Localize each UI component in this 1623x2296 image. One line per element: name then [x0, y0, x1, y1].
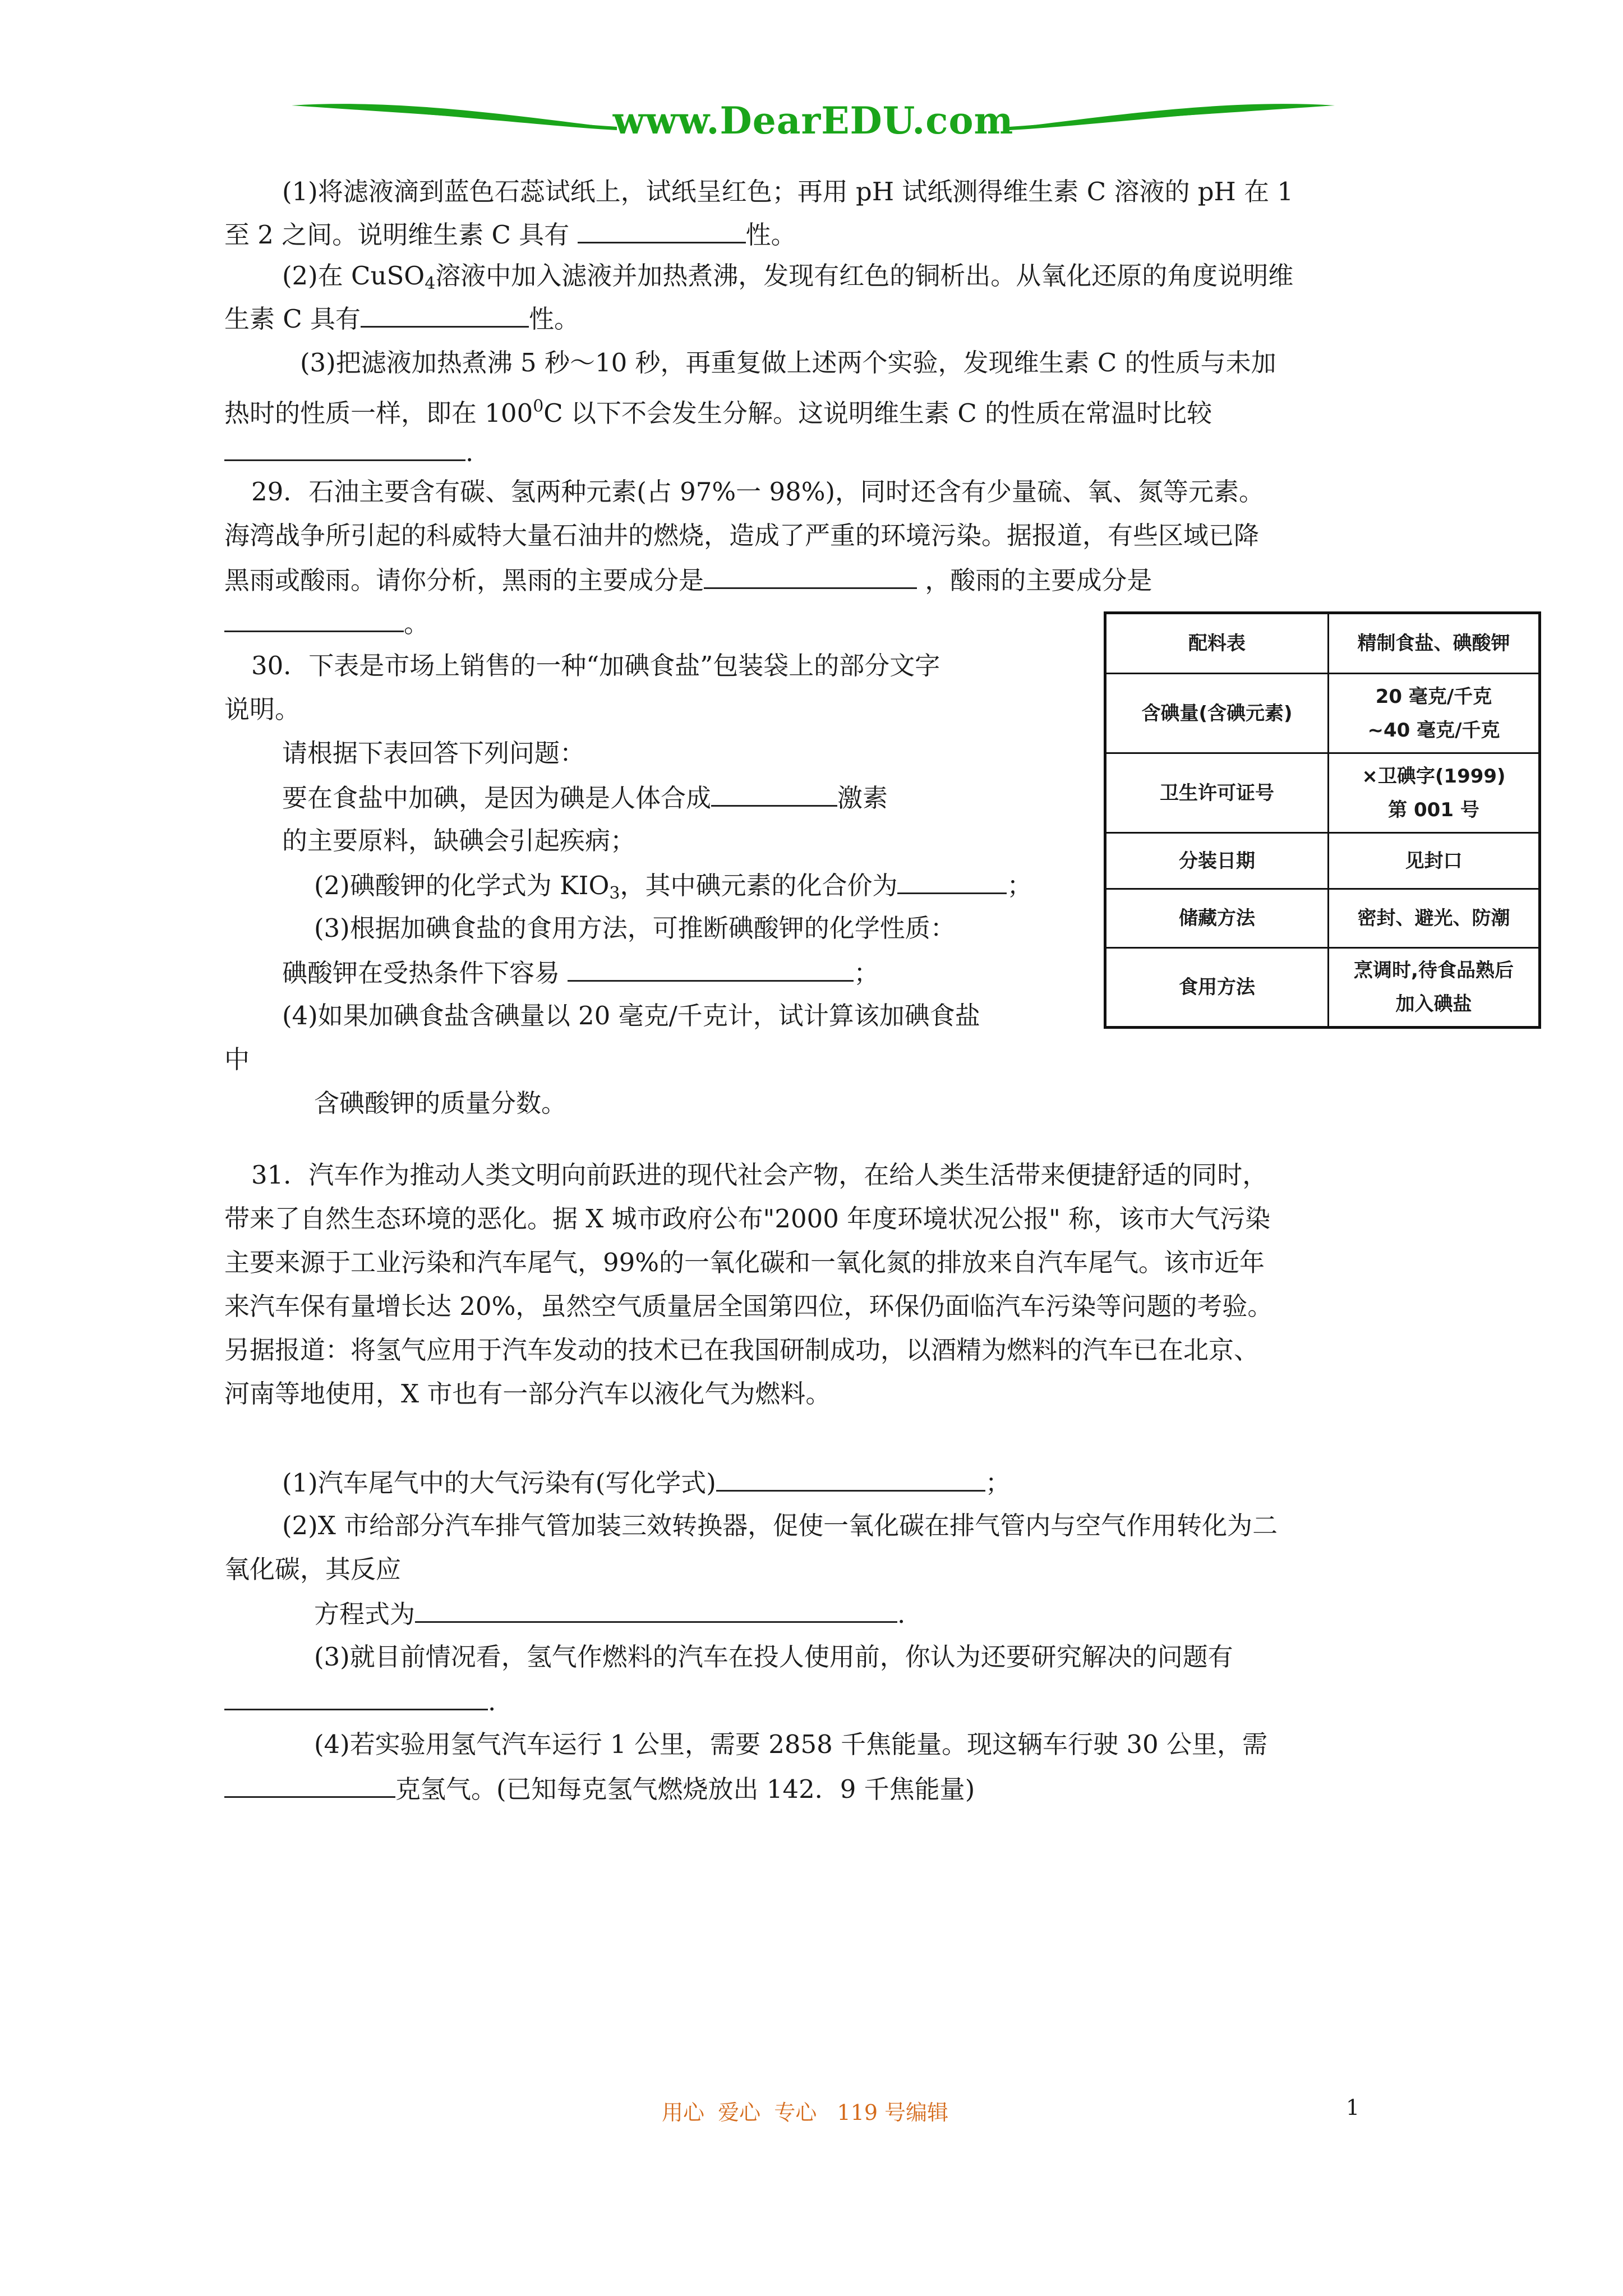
q30-line11: 含碘酸钾的质量分数。 — [314, 1088, 567, 1118]
answer-blank — [224, 1772, 395, 1798]
subscript-3: 3 — [609, 884, 620, 903]
q30-line2: 说明。 — [224, 694, 301, 724]
footer-text: 用心 爱心 专心 119 号编辑 — [662, 2100, 949, 2125]
table-key: 含碘量(含碘元素) — [1105, 674, 1329, 753]
table-value-line: ~40 毫克/千克 — [1367, 719, 1500, 742]
q28-part2-text-b: 溶液中加入滤液并加热煮沸，发现有红色的铜析出。从氧化还原的角度说明维 — [435, 261, 1294, 291]
q28-part3-text-b: C 以下不会发生分解。这说明维生素 C 的性质在常温时比较 — [543, 398, 1212, 428]
answer-blank — [704, 563, 917, 589]
q29-line4 — [224, 606, 429, 641]
q29-line1: 29．石油主要含有碳、氢两种元素(占 97%一 98%)，同时还含有少量硫、氧、氮等元素。 — [251, 477, 1265, 507]
q31-sub2-line3 — [314, 1596, 905, 1631]
q30-line9: (4)如果加碘食盐含碘量以 20 毫克/千克计，试计算该加碘食盐 — [282, 1001, 980, 1030]
q30-end-1: ； — [1007, 871, 1032, 900]
site-header-logo — [292, 95, 1335, 151]
q28-part2-text-a: (2)在 CuSO — [282, 261, 425, 291]
page-number: 1 — [1346, 2095, 1360, 2120]
q29-text-a: 黑雨或酸雨。请你分析，黑雨的主要成分是 — [224, 565, 704, 595]
q30-text-d: ，其中碘元素的化合价为 — [620, 871, 898, 900]
q31-line4: 来汽车保有量增长达 20%，虽然空气质量居全国第四位，环保仍面临汽车污染等问题的考验。 — [224, 1291, 1273, 1321]
q30-line6 — [314, 868, 1032, 910]
table-value-line: 密封、避光、防潮 — [1357, 907, 1510, 930]
q30-line7: (3)根据加碘食盐的食用方法，可推断碘酸钾的化学性质： — [314, 913, 956, 943]
q31-sub1-end: ； — [985, 1468, 1011, 1498]
table-value — [1329, 674, 1540, 753]
table-key: 分装日期 — [1105, 833, 1329, 889]
iodized-salt-label-table — [1104, 611, 1541, 1029]
answer-blank — [711, 780, 837, 807]
q30-line3: 请根据下表回答下列问题： — [282, 738, 585, 768]
answer-blank — [716, 1465, 985, 1492]
q28-part2-end: 性。 — [529, 304, 580, 334]
q28-part1-end: 性。 — [745, 220, 796, 250]
answer-blank — [224, 606, 404, 632]
q28-part2-line2 — [224, 301, 579, 336]
table-row — [1105, 889, 1540, 948]
answer-blank — [415, 1596, 897, 1623]
q30-text-a: 要在食盐中加碘，是因为碘是人体合成 — [282, 783, 712, 813]
table-value — [1329, 613, 1540, 674]
table-value — [1329, 948, 1540, 1028]
table-key: 卫生许可证号 — [1105, 753, 1329, 833]
q31-sub3-line2 — [224, 1684, 496, 1719]
table-row — [1105, 948, 1540, 1028]
q31-sub2-text: 方程式为 — [314, 1599, 416, 1629]
q31-sub3-end: . — [488, 1687, 496, 1717]
answer-blank — [361, 301, 529, 328]
q28-part2-text-c: 生素 C 具有 — [224, 304, 361, 334]
q30-text-e: 碘酸钾在受热条件下容易 — [282, 958, 560, 988]
q29-line3 — [224, 563, 1152, 597]
answer-blank — [568, 955, 854, 982]
answer-blank — [578, 217, 746, 243]
table-value — [1329, 833, 1540, 889]
table-key: 储藏方法 — [1105, 889, 1329, 948]
q30-text-b: 激素 — [837, 783, 888, 813]
table-value-line: 加入碘盐 — [1395, 993, 1472, 1015]
q31-sub2-line1: (2)X 市给部分汽车排气管加装三效转换器，促使一氧化碳在排气管内与空气作用转化为二 — [282, 1511, 1278, 1540]
q28-part1-line1: (1)将滤液滴到蓝色石蕊试纸上，试纸呈红色；再用 pH 试纸测得维生素 C 溶液的 pH 在 1 — [282, 177, 1294, 206]
answer-blank — [224, 435, 465, 461]
q28-part3-line3 — [224, 435, 473, 470]
q31-line1: 31．汽车作为推动人类文明向前跃进的现代社会产物，在给人类生活带来便捷舒适的同时， — [251, 1160, 1268, 1190]
q31-sub2-end: . — [897, 1599, 906, 1629]
q30-text-c: (2)碘酸钾的化学式为 KIO — [314, 871, 610, 900]
table-row — [1105, 674, 1540, 753]
q31-sub4-line2 — [224, 1772, 975, 1806]
table-value-line: 20 毫克/千克 — [1375, 685, 1492, 708]
q31-sub4-line1: (4)若实验用氢气汽车运行 1 公里，需要 2858 千焦能量。现这辆车行驶 30 公里，需 — [314, 1729, 1267, 1759]
q31-line6: 河南等地使用，X 市也有一部分汽车以液化气为燃料。 — [224, 1379, 831, 1409]
q31-sub1-text: (1)汽车尾气中的大气污染有(写化学式) — [282, 1468, 716, 1498]
q31-line3: 主要来源于工业污染和汽车尾气，99%的一氧化碳和一氧化氮的排放来自汽车尾气。该市近年 — [224, 1248, 1265, 1277]
q28-part3-line1: (3)把滤液加热煮沸 5 秒～10 秒，再重复做上述两个实验，发现维生素 C 的性质与未加 — [300, 348, 1276, 378]
answer-blank — [897, 868, 1007, 894]
table-key: 配料表 — [1105, 613, 1329, 674]
subscript-4: 4 — [425, 274, 436, 293]
q30-line4 — [282, 780, 888, 815]
q31-sub2-line2: 氧化碳，其反应 — [224, 1554, 402, 1584]
table-value-line: 第 001 号 — [1388, 798, 1479, 821]
q28-part3-line2 — [224, 390, 1212, 430]
table-value — [1329, 889, 1540, 948]
table-value-line: 烹调时,待食品熟后 — [1354, 959, 1514, 982]
table-row — [1105, 833, 1540, 889]
table-key: 食用方法 — [1105, 948, 1329, 1028]
table-value — [1329, 753, 1540, 833]
q30-line10: 中 — [224, 1045, 250, 1074]
superscript-0: 0 — [533, 397, 544, 416]
q30-line8 — [282, 955, 879, 990]
q29-end: 。 — [404, 609, 430, 638]
table-row — [1105, 753, 1540, 833]
q30-line5: 的主要原料，缺碘会引起疾病； — [282, 826, 636, 855]
q31-sub3-line1: (3)就目前情况看，氢气作燃料的汽车在投人使用前，你认为还要研究解决的问题有 — [314, 1642, 1233, 1672]
table-value-line: 见封口 — [1405, 849, 1463, 872]
q29-line2: 海湾战争所引起的科威特大量石油井的燃烧，造成了严重的环境污染。据报道，有些区域已降 — [224, 521, 1260, 550]
table-row — [1105, 613, 1540, 674]
q31-sub4-text: 克氢气。(已知每克氢气燃烧放出 142．9 千焦能量) — [395, 1774, 975, 1804]
q28-part3-text-a: 热时的性质一样，即在 100 — [224, 398, 533, 428]
q30-line1: 30．下表是市场上销售的一种“加碘食盐”包装袋上的部分文字 — [251, 651, 940, 680]
q31-line5: 另据报道：将氢气应用于汽车发动的技术已在我国研制成功，以酒精为燃料的汽车已在北京、 — [224, 1335, 1260, 1365]
q28-part3-end: . — [465, 438, 474, 467]
q29-text-b: ，酸雨的主要成分是 — [925, 565, 1152, 595]
q28-part2-line1 — [282, 259, 1293, 301]
site-name: www.DearEDU.com — [612, 99, 1014, 142]
q31-sub1 — [282, 1465, 1011, 1500]
q30-end-2: ； — [854, 958, 879, 988]
q28-part1-line2 — [224, 217, 796, 252]
q31-line2: 带来了自然生态环境的恶化。据 X 城市政府公布"2000 年度环境状况公报" 称，该市大气污染 — [224, 1204, 1271, 1234]
answer-blank — [224, 1684, 488, 1710]
table-value-line: ×卫碘字(1999) — [1362, 765, 1506, 788]
q28-part1-text: 至 2 之间。说明维生素 C 具有 — [224, 220, 570, 250]
table-value-line: 精制食盐、碘酸钾 — [1357, 632, 1510, 655]
